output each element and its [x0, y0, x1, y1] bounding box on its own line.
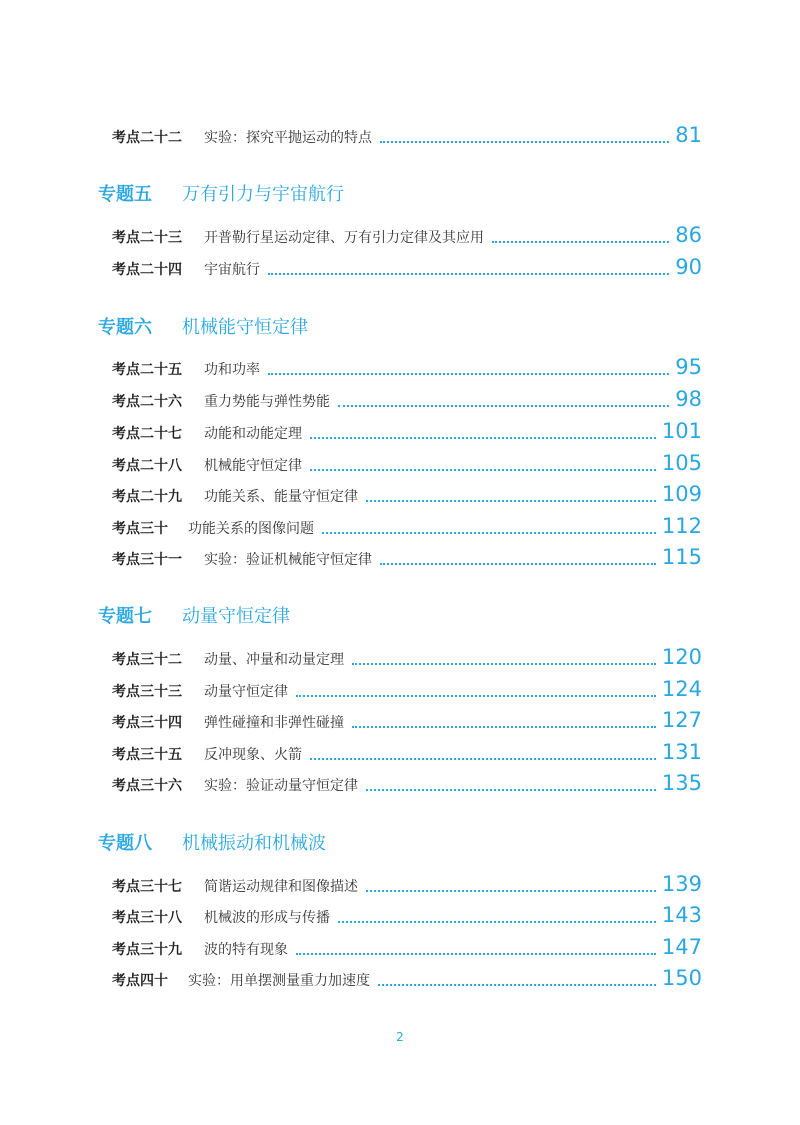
dot-leader — [310, 469, 656, 471]
entry-title: 功能关系的图像问题 — [188, 521, 314, 537]
entry-page: 95 — [675, 355, 702, 379]
entry-label: 考点三十二 — [112, 652, 182, 668]
heading-title: 万有引力与宇宙航行 — [182, 184, 344, 205]
toc-entry[interactable] — [112, 674, 702, 702]
entry-title: 弹性碰撞和非弹性碰撞 — [204, 715, 344, 731]
toc-entry[interactable] — [112, 542, 702, 570]
toc-entry[interactable] — [112, 900, 702, 928]
toc-entry[interactable] — [112, 384, 702, 412]
entry-page: 105 — [661, 451, 702, 475]
entry-label: 考点二十二 — [112, 130, 182, 146]
dot-leader — [352, 726, 656, 728]
toc-entry[interactable] — [112, 416, 702, 444]
toc-entry[interactable] — [112, 479, 702, 507]
section-heading[interactable] — [98, 600, 290, 630]
entry-page: 150 — [661, 966, 702, 990]
toc-entry[interactable] — [112, 768, 702, 796]
heading-title: 机械能守恒定律 — [182, 317, 308, 338]
entry-page: 81 — [675, 123, 702, 147]
heading-label: 专题五 — [98, 184, 152, 205]
dot-leader — [366, 890, 656, 892]
entry-page: 101 — [661, 419, 702, 443]
entry-title: 宇宙航行 — [204, 262, 260, 278]
toc-entry[interactable] — [112, 932, 702, 960]
toc-entry[interactable] — [112, 642, 702, 670]
entry-title: 重力势能与弹性势能 — [204, 394, 330, 410]
entry-title: 功和功率 — [204, 362, 260, 378]
heading-title: 机械振动和机械波 — [182, 833, 326, 854]
entry-page: 86 — [675, 223, 702, 247]
dot-leader — [268, 273, 669, 275]
entry-page: 131 — [661, 740, 702, 764]
entry-title: 实验：验证动量守恒定律 — [204, 778, 358, 794]
entry-title: 实验：验证机械能守恒定律 — [204, 552, 372, 568]
dot-leader — [338, 921, 656, 923]
entry-page: 109 — [661, 482, 702, 506]
heading-label: 专题七 — [98, 606, 152, 627]
entry-page: 90 — [675, 255, 702, 279]
entry-label: 考点三十三 — [112, 684, 182, 700]
entry-page: 147 — [661, 935, 702, 959]
entry-label: 考点三十五 — [112, 747, 182, 763]
entry-page: 115 — [661, 545, 702, 569]
dot-leader — [310, 437, 656, 439]
toc-entry[interactable] — [112, 220, 702, 248]
dot-leader — [322, 532, 656, 534]
entry-title: 开普勒行星运动定律、万有引力定律及其应用 — [204, 230, 484, 246]
toc-entry[interactable] — [112, 963, 702, 991]
entry-page: 143 — [661, 903, 702, 927]
entry-page: 127 — [661, 708, 702, 732]
entry-label: 考点三十七 — [112, 879, 182, 895]
entry-title: 动量、冲量和动量定理 — [204, 652, 344, 668]
entry-label: 考点二十五 — [112, 362, 182, 378]
toc-entry[interactable] — [112, 448, 702, 476]
heading-label: 专题八 — [98, 833, 152, 854]
entry-label: 考点三十九 — [112, 942, 182, 958]
entry-label: 考点三十六 — [112, 778, 182, 794]
dot-leader — [366, 789, 656, 791]
toc-entry[interactable] — [112, 869, 702, 897]
entry-page: 120 — [661, 645, 702, 669]
entry-label: 考点三十一 — [112, 552, 182, 568]
entry-page: 112 — [661, 514, 702, 538]
toc-entry[interactable] — [112, 120, 702, 148]
dot-leader — [352, 663, 656, 665]
entry-label: 考点二十九 — [112, 489, 182, 505]
toc-entry[interactable] — [112, 252, 702, 280]
entry-label: 考点二十六 — [112, 394, 182, 410]
dot-leader — [338, 405, 669, 407]
entry-label: 考点三十四 — [112, 715, 182, 731]
toc-entry[interactable] — [112, 352, 702, 380]
dot-leader — [268, 373, 669, 375]
entry-title: 机械波的形成与传播 — [204, 910, 330, 926]
dot-leader — [380, 141, 669, 143]
dot-leader — [366, 500, 656, 502]
dot-leader — [310, 758, 656, 760]
toc-entry[interactable] — [112, 737, 702, 765]
entry-label: 考点二十七 — [112, 426, 182, 442]
entry-title: 机械能守恒定律 — [204, 458, 302, 474]
section-heading[interactable] — [98, 827, 326, 857]
toc-entry[interactable] — [112, 511, 702, 539]
section-heading[interactable] — [98, 178, 344, 208]
entry-page: 139 — [661, 872, 702, 896]
dot-leader — [492, 241, 669, 243]
entry-label: 考点三十 — [112, 521, 168, 537]
entry-page: 98 — [675, 387, 702, 411]
entry-label: 考点四十 — [112, 973, 168, 989]
entry-label: 考点三十八 — [112, 910, 182, 926]
entry-label: 考点二十三 — [112, 230, 182, 246]
entry-title: 动能和动能定理 — [204, 426, 302, 442]
page-number: 2 — [396, 1030, 404, 1044]
dot-leader — [296, 953, 656, 955]
entry-page: 135 — [661, 771, 702, 795]
dot-leader — [296, 695, 656, 697]
entry-title: 功能关系、能量守恒定律 — [204, 489, 358, 505]
section-heading[interactable] — [98, 311, 308, 341]
entry-title: 实验：探究平抛运动的特点 — [204, 130, 372, 146]
dot-leader — [378, 984, 656, 986]
entry-label: 考点二十八 — [112, 458, 182, 474]
entry-page: 124 — [661, 677, 702, 701]
entry-title: 反冲现象、火箭 — [204, 747, 302, 763]
entry-title: 简谐运动规律和图像描述 — [204, 879, 358, 895]
entry-title: 动量守恒定律 — [204, 684, 288, 700]
entry-label: 考点二十四 — [112, 262, 182, 278]
entry-title: 波的特有现象 — [204, 942, 288, 958]
dot-leader — [380, 563, 656, 565]
heading-label: 专题六 — [98, 317, 152, 338]
heading-title: 动量守恒定律 — [182, 606, 290, 627]
toc-entry[interactable] — [112, 705, 702, 733]
entry-title: 实验：用单摆测量重力加速度 — [188, 973, 370, 989]
